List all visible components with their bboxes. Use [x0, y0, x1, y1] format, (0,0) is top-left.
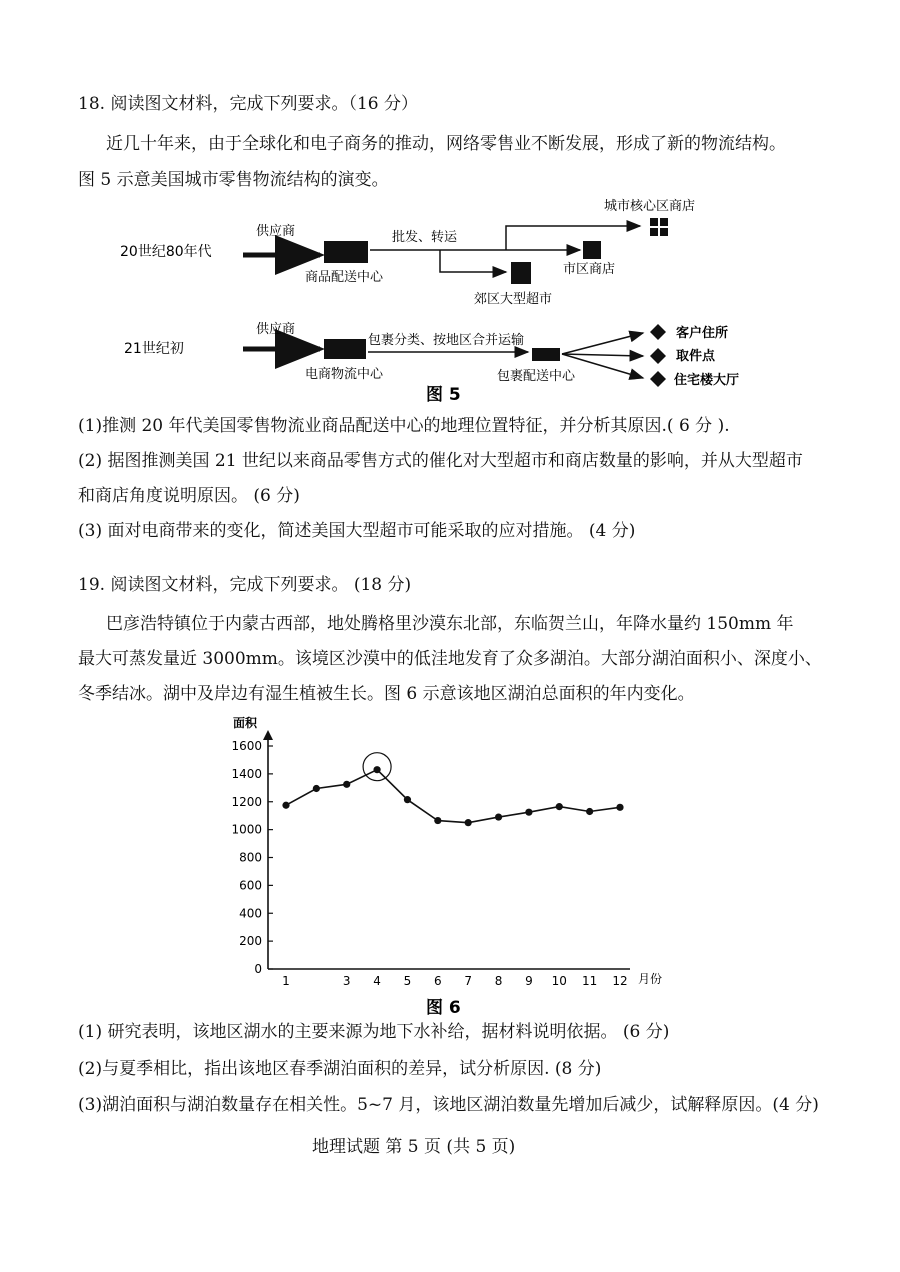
sorting-label: 包裹分类、按地区合并运输 [368, 333, 525, 348]
supplier-label-1: 供应商 [256, 224, 296, 239]
y-axis-label: 面积 [233, 716, 258, 730]
data-point [313, 785, 320, 792]
ecommerce-center-label: 电商物流中心 [305, 367, 384, 382]
data-point [586, 808, 593, 815]
data-point [616, 804, 623, 811]
parcel-center-block [532, 348, 560, 361]
dest-arrow-2 [562, 354, 643, 356]
dest-label-3: 住宅楼大厅 [674, 373, 740, 388]
data-point [373, 766, 380, 773]
dest-label-1: 客户住所 [676, 326, 729, 341]
q19-paragraph-3: 冬季结冰。湖中及岸边有湿生植被生长。图 6 示意该地区湖泊总面积的年内变化。 [78, 684, 695, 704]
x-tick-label: 9 [525, 974, 533, 988]
q18-sub3: (3) 面对电商带来的变化，简述美国大型超市可能采取的应对措施。 (4 分) [78, 521, 636, 541]
q19-heading: 19. 阅读图文材料，完成下列要求。 (18 分) [78, 575, 412, 595]
figure-6-line-chart [0, 710, 900, 1020]
data-point [495, 813, 502, 820]
q18-paragraph-1: 近几十年来，由于全球化和电子商务的推动，网络零售业不断发展，形成了新的物流结构。 [106, 134, 786, 154]
data-point [343, 781, 350, 788]
distribution-center-label: 商品配送中心 [305, 270, 384, 285]
y-axis-arrow [263, 730, 273, 740]
series-line [286, 770, 620, 823]
city-store-label: 市区商店 [563, 262, 616, 277]
data-point [282, 802, 289, 809]
x-tick-label: 1 [282, 974, 290, 988]
x-tick-label: 10 [551, 974, 567, 988]
x-tick-label: 11 [581, 974, 598, 988]
x-tick-label: 4 [373, 974, 381, 988]
dest-arrow-1 [562, 333, 643, 354]
dest-diamond-2 [650, 348, 666, 364]
data-point [404, 796, 411, 803]
figure-6-caption: 图 6 [426, 998, 461, 1018]
row-label-1980s: 20世纪80年代 [120, 244, 212, 260]
x-tick-label: 5 [403, 974, 412, 988]
q18-sub2-line1: (2) 据图推测美国 21 世纪以来商品零售方式的催化对大型超市和商店数量的影响，并从大型超市 [78, 451, 803, 471]
y-tick-label: 400 [239, 906, 262, 921]
x-tick-label: 7 [464, 974, 473, 988]
x-tick-label: 12 [612, 974, 628, 988]
q19-paragraph-2: 最大可蒸发量近 3000mm。该境区沙漠中的低洼地发育了众多湖泊。大部分湖泊面积小、深度小、 [78, 649, 822, 669]
dest-diamond-3 [650, 371, 666, 387]
q19-sub3: (3)湖泊面积与湖泊数量存在相关性。5~7 月，该地区湖泊数量先增加后减少，试解释原因。(4 分) [78, 1095, 819, 1115]
q18-sub1: (1)推测 20 年代美国零售物流业商品配送中心的地理位置特征，并分析其原因.( 6 分 ). [78, 416, 730, 436]
suburb-arrow [440, 250, 506, 272]
y-tick-label: 1000 [231, 822, 262, 837]
data-point [465, 819, 472, 826]
city-store-block [583, 241, 601, 259]
data-point [556, 803, 563, 810]
parcel-center-label: 包裹配送中心 [497, 369, 576, 384]
y-tick-label: 1400 [231, 766, 262, 781]
figure-5-caption: 图 5 [426, 385, 461, 405]
suburb-market-label: 郊区大型超市 [474, 292, 553, 307]
dest-diamond-1 [650, 324, 666, 340]
x-tick-label: 8 [494, 974, 503, 988]
core-store-label: 城市核心区商店 [604, 199, 696, 214]
row-label-21st-century: 21世纪初 [124, 341, 184, 357]
ecommerce-center-block [324, 339, 366, 359]
data-point [434, 817, 441, 824]
core-store-icon [650, 218, 668, 236]
y-tick-label: 200 [239, 934, 262, 949]
dest-label-2: 取件点 [676, 349, 716, 364]
suburb-market-block [511, 262, 531, 284]
distribution-center-block [324, 241, 368, 263]
q19-paragraph-1: 巴彦浩特镇位于内蒙古西部，地处腾格里沙漠东北部，东临贺兰山，年降水量约 150mm 年 [106, 614, 794, 634]
x-tick-label: 6 [433, 974, 442, 988]
core-store-arrow [506, 226, 640, 250]
x-axis-label: 月份 [638, 972, 663, 986]
q18-paragraph-2: 图 5 示意美国城市零售物流结构的演变。 [78, 170, 389, 190]
y-tick-label: 800 [239, 850, 262, 865]
data-point [525, 809, 532, 816]
x-tick-label: 3 [342, 974, 351, 988]
q18-heading: 18. 阅读图文材料，完成下列要求。（16 分） [78, 94, 418, 114]
q18-sub2-line2: 和商店角度说明原因。 (6 分) [78, 486, 300, 506]
figure-5-diagram [0, 190, 900, 410]
y-tick-label: 0 [254, 962, 262, 976]
wholesale-label: 批发、转运 [392, 230, 458, 245]
q19-sub2: (2)与夏季相比，指出该地区春季湖泊面积的差异，试分析原因. (8 分) [78, 1059, 602, 1079]
page-footer: 地理试题 第 5 页 (共 5 页) [312, 1137, 516, 1157]
supplier-label-2: 供应商 [256, 322, 296, 337]
y-tick-label: 1600 [231, 739, 262, 753]
q19-sub1: (1) 研究表明，该地区湖水的主要来源为地下水补给，据材料说明依据。 (6 分) [78, 1022, 670, 1042]
y-tick-label: 600 [239, 878, 262, 893]
y-tick-label: 1200 [231, 794, 262, 809]
